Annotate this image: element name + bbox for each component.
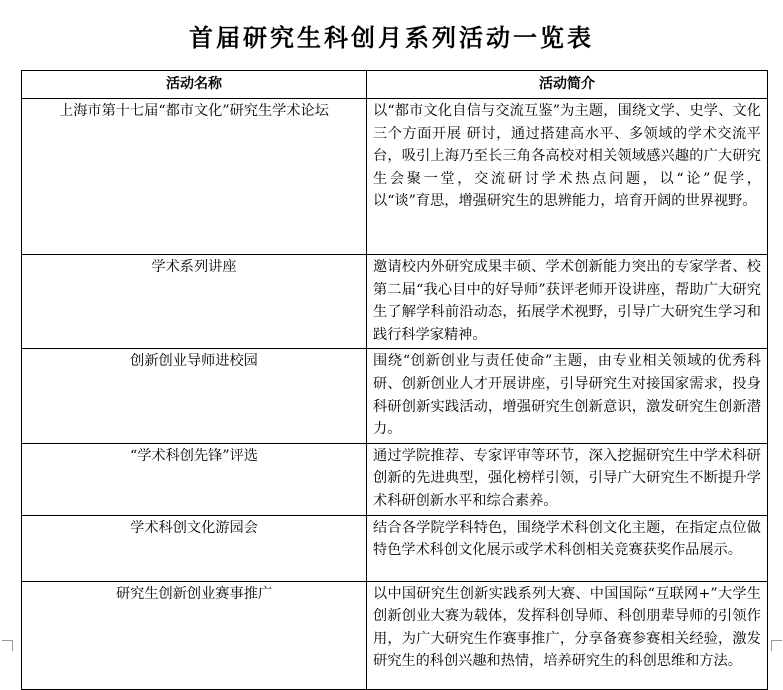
- table-row: [22, 349, 768, 443]
- activity-name-cell: “学术科创先锋”评选: [22, 443, 367, 515]
- header-activity-name: 活动名称: [22, 71, 367, 99]
- activities-table: [21, 70, 768, 690]
- activity-description-cell: 结合各学院学科特色，围绕学术科创文化主题，在指定点位做特色学术科创文化展示或学术科创相关竞赛获奖作品展示。: [367, 515, 768, 581]
- activity-description-cell: 以“都市文化自信与交流互鉴”为主题，围绕文学、史学、文化三个方面开展 研讨，通过搭建高水平、多领域的学术交流平台，吸引上海乃至长三角各高校对相关领域感兴趣的广大研究生会聚一堂，交流研讨学术热点问题，以“论”促学， 以“谈”育思，增强研究生的思辨能力，培育开阔的世界视野。: [367, 99, 768, 255]
- table-row: [22, 443, 768, 515]
- activity-description-cell: 围绕“创新创业与责任使命”主题，由专业相关领域的优秀科研、创新创业人才开展讲座，引导研究生对接国家需求，投身科研创新实践活动，增强研究生创新意识，激发研究生创新潜力。: [367, 349, 768, 443]
- activity-name-cell: 上海市第十七届“都市文化”研究生学术论坛: [22, 99, 367, 255]
- activity-name-cell: 创新创业导师进校园: [22, 349, 367, 443]
- page-corner-mark-right: [771, 640, 782, 651]
- table-header-row: [22, 71, 768, 99]
- header-activity-description: 活动简介: [367, 71, 768, 99]
- table-row: [22, 515, 768, 581]
- activity-name-cell: 学术系列讲座: [22, 255, 367, 349]
- activity-description-cell: 以中国研究生创新实践系列大赛、中国国际“互联网+”大学生创新创业大赛为载体，发挥科创导师、科创朋辈导师的引领作用，为广大研究生作赛事推广，分享备赛参赛相关经验，激发研究生的科创兴趣和热情，培养研究生的科创思维和方法。: [367, 581, 768, 689]
- activity-name-cell: 研究生创新创业赛事推广: [22, 581, 367, 689]
- activity-name-cell: 学术科创文化游园会: [22, 515, 367, 581]
- page-corner-mark-left: [2, 640, 13, 651]
- table-row: [22, 255, 768, 349]
- document-title: 首届研究生科创月系列活动一览表: [189, 24, 594, 52]
- activity-description-cell: 邀请校内外研究成果丰硕、学术创新能力突出的专家学者、校第二届“我心目中的好导师”获评老师开设讲座，帮助广大研究生了解学科前沿动态，拓展学术视野，引导广大研究生学习和践行科学家精神。: [367, 255, 768, 349]
- table-row: [22, 581, 768, 689]
- table-row: [22, 99, 768, 255]
- activity-description-cell: 通过学院推荐、专家评审等环节，深入挖掘研究生中学术科研创新的先进典型，强化榜样引领，引导广大研究生不断提升学术科研创新水平和综合素养。: [367, 443, 768, 515]
